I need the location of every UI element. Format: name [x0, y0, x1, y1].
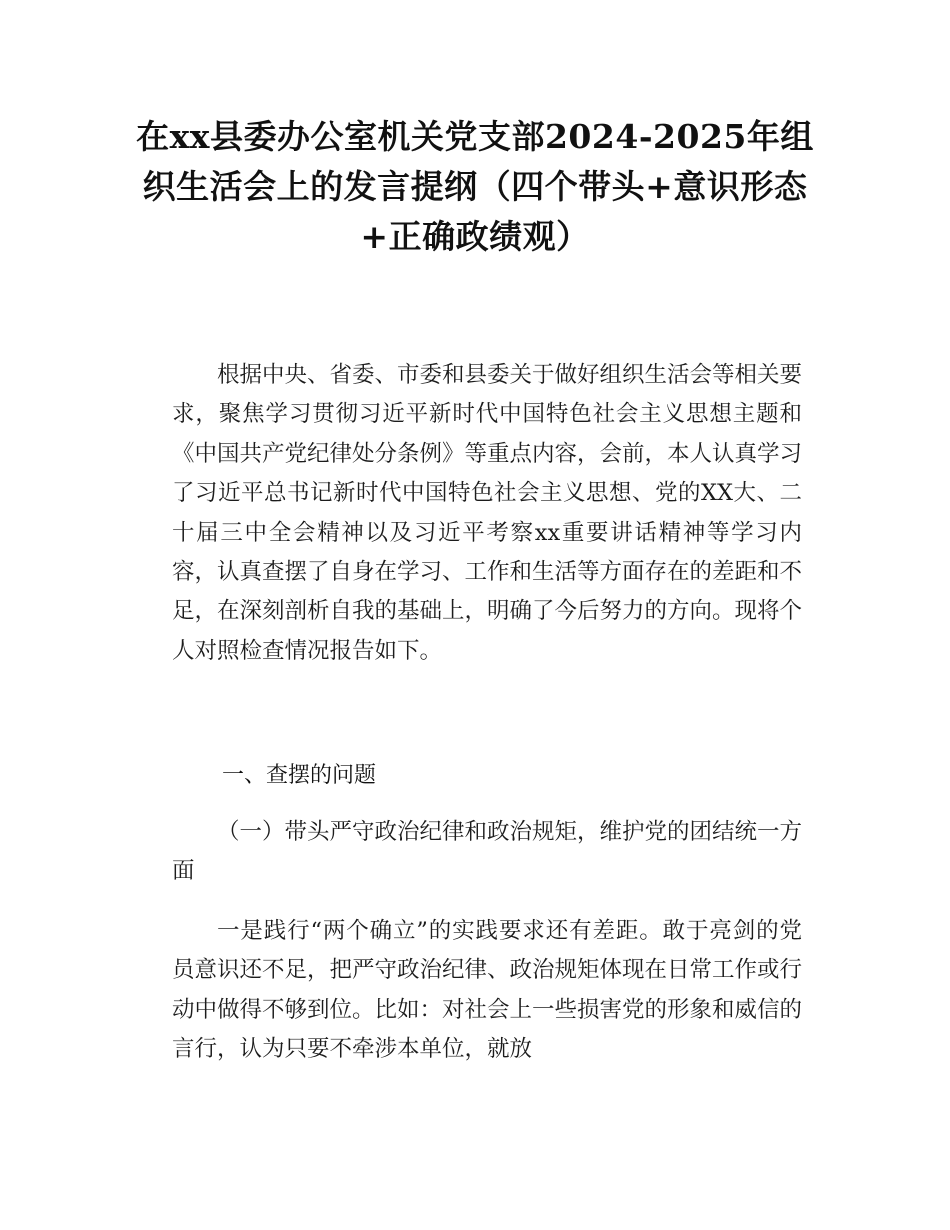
- subsection-block: [172, 813, 802, 892]
- point-block: [172, 912, 802, 1070]
- point-paragraph: 一是践行“两个确立”的实践要求还有差距。敢于亮剑的党员意识还不足，把严守政治纪律、政治规矩体现在日常工作或行动中做得不够到位。比如：对社会上一些损害党的形象和威信的言行，认为只要不牵涉本单位，就放: [172, 918, 803, 1063]
- title-line-3: +正确政绩观）: [360, 217, 590, 256]
- section-heading: 一、查摆的问题: [222, 763, 377, 788]
- document-title: [100, 112, 850, 262]
- intro-section: [172, 356, 802, 671]
- title-line-1: 在xx县委办公室机关党支部2024-2025年组: [136, 117, 814, 156]
- intro-paragraph: 根据中央、省委、市委和县委关于做好组织生活会等相关要求，聚焦学习贯彻习近平新时代中国特色社会主义思想主题和《中国共产党纪律处分条例》等重点内容，会前，本人认真学习了习近平总书记新时代中国特色社会主义思想、党的XX大、二十届三中全会精神以及习近平考察xx重要讲话精神等学习内容，认真查摆了自身在学习、工作和生活等方面存在的差距和不足，在深刻剖析自我的基础上，明确了今后努力的方向。现将个人对照检查情况报告如下。: [172, 362, 803, 664]
- subsection-heading: （一）带头严守政治纪律和政治规矩，维护党的团结统一方面: [172, 819, 803, 885]
- title-line-2: 织生活会上的发言提纲（四个带头+意识形态: [142, 167, 808, 206]
